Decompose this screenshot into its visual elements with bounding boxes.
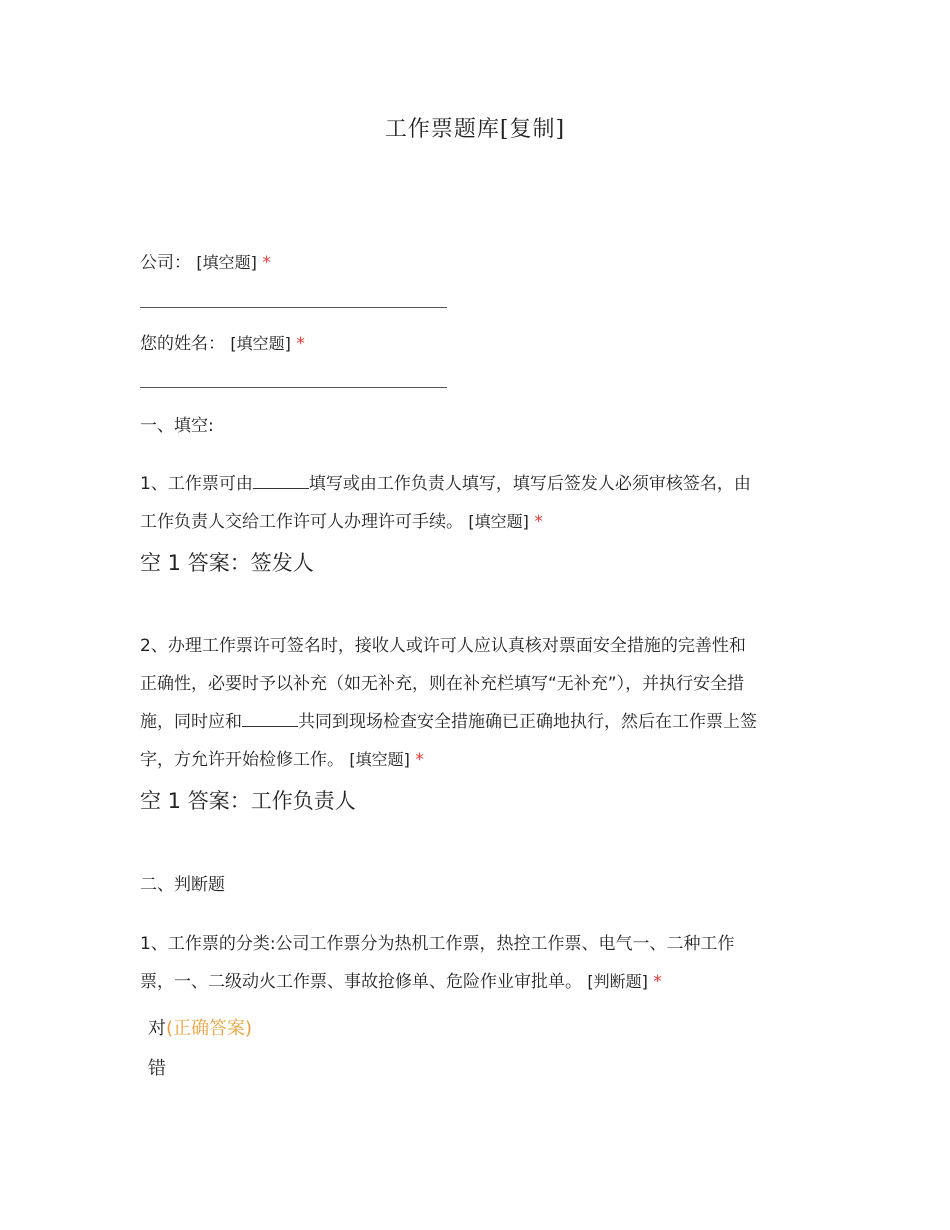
question-line xyxy=(140,963,820,1001)
question-type-tag: [填空题] xyxy=(230,334,291,353)
answer-text: 空 1 答案：工作负责人 xyxy=(140,789,356,813)
question-line: 正确性，必要时予以补充（如无补充，则在补充栏填写“无补充”），并执行安全措 xyxy=(140,674,745,694)
question-type-tag: [填空题] xyxy=(196,253,257,272)
section-heading: 二、判断题 xyxy=(140,875,225,895)
question-type-tag: [填空题] xyxy=(349,750,410,769)
fill-blank xyxy=(253,470,309,489)
option-true[interactable] xyxy=(148,1015,252,1043)
option-false[interactable] xyxy=(148,1055,166,1083)
name-input-line[interactable] xyxy=(140,387,447,388)
question-line xyxy=(140,503,820,541)
question-type-tag: [填空题] xyxy=(468,512,529,531)
question-text: 字，方允许开始检修工作。 xyxy=(140,750,344,770)
question-line xyxy=(140,465,820,503)
option-label: 对 xyxy=(148,1018,166,1039)
question-text: 共同到现场检查安全措施确已正确地执行，然后在工作票上签 xyxy=(298,712,757,732)
required-marker: * xyxy=(534,512,543,532)
field-label: 公司： xyxy=(140,253,191,273)
question-line xyxy=(140,741,820,779)
question-line xyxy=(140,703,820,741)
answer-text: 空 1 答案：签发人 xyxy=(140,551,314,575)
question-2 xyxy=(140,627,820,779)
fill-blank xyxy=(242,708,298,727)
option-label: 错 xyxy=(148,1058,166,1079)
question-line: 2、办理工作票许可签名时，接收人或许可人应认真核对票面安全措施的完善性和 xyxy=(140,636,746,656)
name-field-label xyxy=(140,325,820,363)
required-marker: * xyxy=(262,253,271,273)
section-heading: 一、填空: xyxy=(140,416,214,436)
page-title: 工作票题库[复制] xyxy=(384,117,566,142)
question-text: 票，一、二级动火工作票、事故抢修单、危险作业审批单。 xyxy=(140,972,582,992)
judgement-question-1 xyxy=(140,925,820,1001)
question-text: 1、工作票可由 xyxy=(140,474,253,494)
required-marker: * xyxy=(653,972,662,992)
question-text: 填写或由工作负责人填写，填写后签发人必须审核签名，由 xyxy=(308,474,751,494)
required-marker: * xyxy=(296,334,305,354)
field-label: 您的姓名： xyxy=(140,334,225,354)
question-1 xyxy=(140,465,820,541)
question-type-tag: [判断题] xyxy=(587,972,648,991)
question-text: 工作负责人交给工作许可人办理许可手续。 xyxy=(140,512,463,532)
correct-answer-note: (正确答案) xyxy=(166,1018,253,1039)
company-input-line[interactable] xyxy=(140,307,447,308)
question-line: 1、工作票的分类:公司工作票分为热机工作票，热控工作票、电气一、二种工作 xyxy=(140,934,735,954)
question-text: 施，同时应和 xyxy=(140,712,242,732)
required-marker: * xyxy=(415,750,424,770)
company-field-label xyxy=(140,244,820,282)
